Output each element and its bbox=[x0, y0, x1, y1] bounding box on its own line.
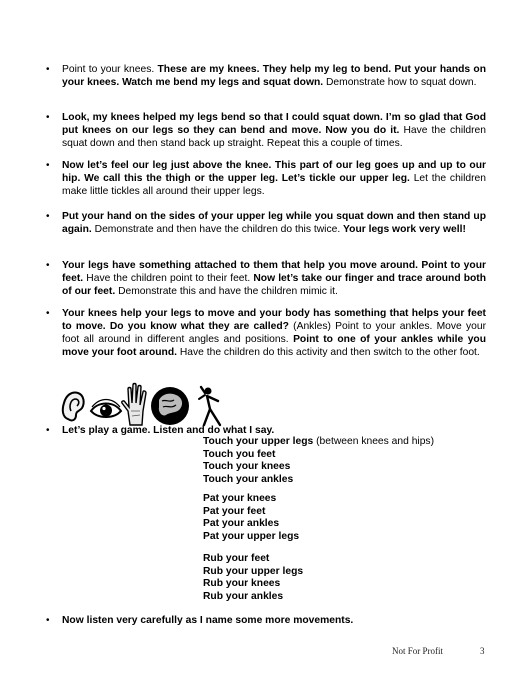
command-bold: Touch your upper legs bbox=[203, 436, 314, 447]
para-6-seg-2: Point to one of your ankles while you move your foot around. bbox=[62, 334, 486, 358]
brain-icon bbox=[151, 387, 189, 425]
command-bold: Pat your knees bbox=[203, 493, 277, 504]
senses-icon-row bbox=[58, 381, 228, 429]
para-4-seg-1: Demonstrate and then have the children do this twice. bbox=[91, 224, 344, 235]
eye-icon bbox=[91, 400, 121, 418]
instruction-paragraph-5 bbox=[46, 259, 486, 298]
command-bold: Touch your ankles bbox=[203, 473, 294, 485]
final-instruction-text: Now listen very carefully as I name some more movements. bbox=[62, 615, 354, 626]
para-5-seg-2: Now let’s take our finger and trace around both of our feet. bbox=[62, 273, 486, 297]
command-bold: Pat your upper legs bbox=[203, 530, 300, 542]
command-bold: Rub your feet bbox=[203, 553, 270, 564]
command-line bbox=[203, 506, 299, 519]
footer-label: Not For Profit bbox=[392, 646, 444, 656]
ear-icon bbox=[63, 392, 84, 420]
hand-icon bbox=[122, 384, 146, 426]
bullet-point: • bbox=[46, 112, 50, 123]
command-line bbox=[203, 531, 299, 544]
game-commands-touch bbox=[203, 436, 434, 486]
command-bold: Touch you feet bbox=[203, 448, 276, 460]
para-4-seg-0: Put your hand on the sides of your upper leg while you squat down and then stand up again. bbox=[62, 211, 486, 235]
command-note: (between knees and hips) bbox=[313, 436, 435, 447]
command-bold: Pat your feet bbox=[203, 505, 266, 517]
para-4-seg-2: Your legs work very well! bbox=[343, 224, 466, 235]
para-2-seg-0: Look, my knees helped my legs bend so that I could squat down. I’m so glad that God put knees on our legs so they can bend and move. Now you do it. bbox=[62, 112, 486, 136]
page-number: 3 bbox=[480, 646, 485, 656]
para-6-seg-1: (Ankles) Point to your ankles. Move your foot all around in different angles and positions. bbox=[62, 321, 486, 345]
bullet-point: • bbox=[46, 615, 50, 626]
final-instruction bbox=[46, 614, 486, 627]
para-6-seg-3: Have the children do this activity and then switch to the other foot. bbox=[177, 347, 480, 358]
command-bold: Rub your knees bbox=[203, 578, 281, 590]
stretching-figure-icon bbox=[199, 387, 220, 425]
para-3-seg-1: Let the children make little tickles all around their upper legs. bbox=[62, 173, 486, 197]
instruction-paragraph-3 bbox=[46, 159, 486, 198]
command-bold: Rub your ankles bbox=[203, 590, 284, 602]
instruction-paragraph-2 bbox=[46, 111, 487, 150]
command-line bbox=[203, 566, 303, 579]
para-1-seg-0: Point to your knees. bbox=[62, 64, 158, 75]
para-5-seg-3: Demonstrate this and have the children mimic it. bbox=[115, 286, 338, 297]
para-1-seg-1: These are my knees. They help my leg to bend. Put your hands on your knees. Watch me bend my legs and squat down. bbox=[62, 64, 486, 88]
bullet-point: • bbox=[46, 211, 50, 222]
command-line bbox=[203, 449, 434, 462]
instruction-paragraph-1 bbox=[46, 63, 486, 89]
game-commands-pat bbox=[203, 493, 299, 543]
bullet-point: • bbox=[46, 260, 50, 271]
para-3-seg-0: Now let’s feel our leg just above the knee. This part of our leg goes up and up to our hip. We call this the thigh or the upper leg. Let’s tickle our upper leg. bbox=[62, 160, 486, 184]
command-line bbox=[203, 474, 434, 487]
command-line bbox=[203, 591, 303, 604]
command-line bbox=[203, 518, 299, 531]
bullet-point: • bbox=[46, 64, 50, 75]
command-line bbox=[203, 461, 434, 474]
para-1-seg-2: Demonstrate how to squat down. bbox=[323, 77, 477, 88]
para-5-seg-1: Have the children point to their feet. bbox=[83, 273, 254, 284]
instruction-paragraph-4 bbox=[46, 210, 486, 236]
game-commands-rub bbox=[203, 553, 303, 603]
command-line bbox=[203, 436, 434, 449]
game-intro-text: Let’s play a game. Listen and do what I say. bbox=[62, 425, 275, 436]
bullet-point: • bbox=[46, 160, 50, 171]
command-line bbox=[203, 553, 303, 566]
bullet-point: • bbox=[46, 425, 50, 436]
para-6-seg-0: Your knees help your legs to move and your body has something that helps your feet to move. Do you know what they are called? bbox=[62, 308, 486, 332]
command-bold: Touch your knees bbox=[203, 461, 291, 473]
instruction-paragraph-6 bbox=[46, 307, 486, 359]
command-bold: Rub your upper legs bbox=[203, 565, 304, 577]
command-bold: Pat your ankles bbox=[203, 518, 280, 530]
command-line bbox=[203, 493, 299, 506]
para-2-seg-1: Have the children squat down and then stand back up straight. Repeat this a couple of times. bbox=[62, 125, 487, 149]
command-line bbox=[203, 578, 303, 591]
bullet-point: • bbox=[46, 308, 50, 319]
para-5-seg-0: Your legs have something attached to them that help you move around. Point to your feet. bbox=[62, 260, 486, 284]
